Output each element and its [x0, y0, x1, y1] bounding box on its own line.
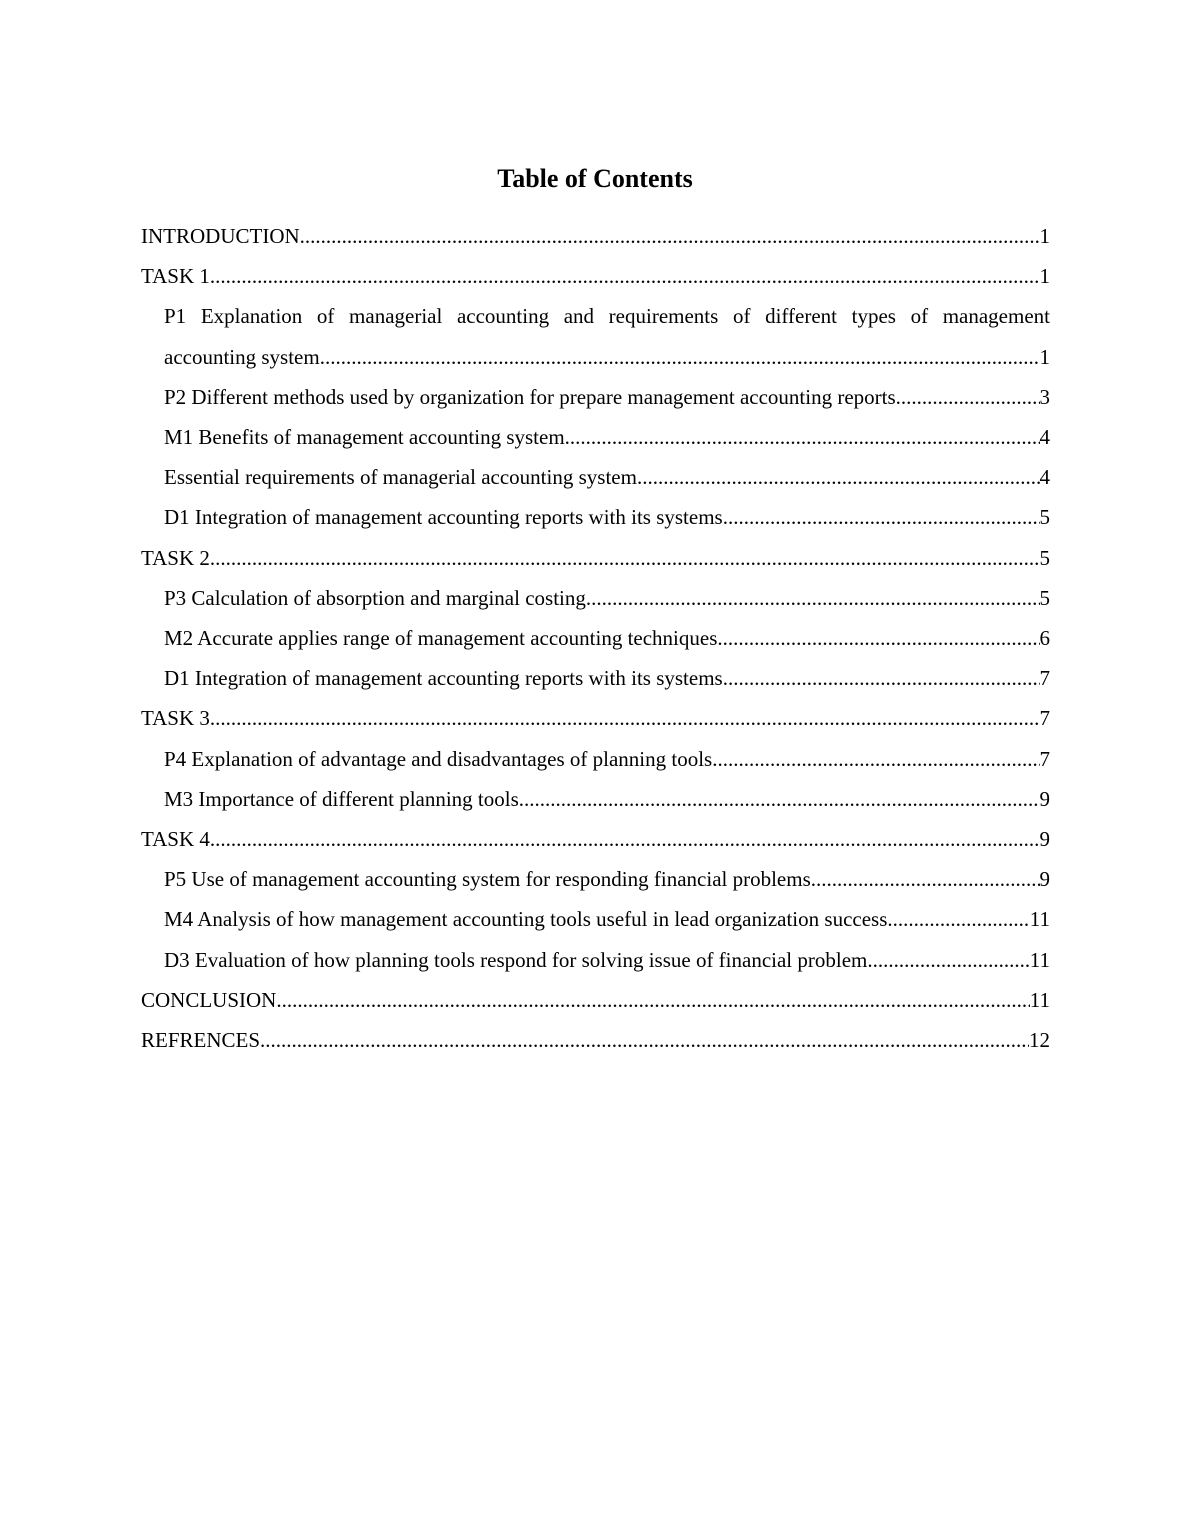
toc-leader [896, 377, 1040, 417]
toc-leader [565, 417, 1040, 457]
toc-entry-p5[interactable] [141, 859, 1050, 899]
toc-page-number: 1 [1039, 224, 1050, 248]
toc-page-number: 5 [1039, 585, 1050, 610]
toc-leader [260, 1020, 1029, 1060]
toc-entry-label: TASK 1 [141, 264, 210, 289]
toc-leader [893, 899, 1030, 939]
toc-entry-continuation [164, 337, 1050, 377]
toc-page-number: 7 [1039, 706, 1050, 731]
toc-page-number: 5 [1039, 545, 1050, 570]
toc-list [141, 216, 1050, 1060]
toc-title: Table of Contents [497, 164, 693, 193]
toc-page-number: 5 [1039, 505, 1050, 530]
toc-page-number: 12 [1029, 1028, 1050, 1053]
toc-entry-references[interactable] [141, 1020, 1050, 1060]
toc-leader [210, 256, 1040, 296]
toc-leader [717, 618, 1039, 658]
toc-entry-label: INTRODUCTION [141, 224, 300, 248]
toc-leader [519, 779, 1040, 819]
toc-page-number: 4 [1039, 425, 1050, 450]
toc-leader [210, 819, 1040, 859]
toc-entry-m1[interactable] [141, 417, 1050, 457]
toc-entry-label: D3 Evaluation of how planning tools respond for solving issue of financial problem [164, 947, 868, 972]
toc-page-number: 9 [1039, 827, 1050, 852]
toc-entry-task-3[interactable] [141, 698, 1050, 738]
toc-leader [867, 940, 1029, 980]
toc-entry-label: REFRENCES [141, 1028, 261, 1053]
toc-entry-label: M4 Analysis of how management accounting tools useful in lead organization success. [164, 907, 893, 932]
toc-entry-essential-requirements[interactable] [141, 457, 1050, 497]
toc-page-number: 1 [1039, 264, 1050, 289]
toc-leader [210, 538, 1040, 578]
toc-entry-m3[interactable] [141, 779, 1050, 819]
toc-entry-label: M3 Importance of different planning tools [164, 786, 519, 811]
toc-page-number: 6 [1039, 626, 1050, 651]
toc-entry-d3[interactable] [141, 940, 1050, 980]
toc-page-number: 4 [1039, 465, 1050, 490]
toc-leader [712, 739, 1039, 779]
toc-entry-p4[interactable] [141, 739, 1050, 779]
toc-entry-label: P4 Explanation of advantage and disadvantages of planning tools [164, 746, 713, 771]
toc-leader [300, 216, 1040, 256]
toc-entry-task-4[interactable] [141, 819, 1050, 859]
toc-page-number: 11 [1029, 907, 1050, 932]
toc-entry-label: P1 Explanation of managerial accounting and requirements of different types of management [164, 304, 1050, 329]
toc-entry-label: P5 Use of management accounting system for responding financial problems [164, 867, 811, 892]
toc-entry-label: P3 Calculation of absorption and marginal costing [164, 585, 586, 610]
toc-leader [723, 658, 1040, 698]
toc-leader [210, 698, 1040, 738]
toc-page-number: 7 [1039, 746, 1050, 771]
toc-leader [811, 859, 1040, 899]
toc-entry-task-1[interactable] [141, 256, 1050, 296]
toc-entry-label: D1 Integration of management accounting reports with its systems [164, 666, 723, 691]
toc-leader [325, 337, 1040, 377]
toc-entry-label: P2 Different methods used by organization for prepare management accounting reports [164, 384, 896, 409]
toc-page-number: 9 [1039, 867, 1050, 892]
toc-entry-m4[interactable] [141, 899, 1050, 939]
toc-entry-conclusion[interactable] [141, 980, 1050, 1020]
toc-entry-d1-task2[interactable] [141, 658, 1050, 698]
toc-page-number: 3 [1039, 384, 1050, 409]
toc-entry-m2[interactable] [141, 618, 1050, 658]
toc-entry-label-continued: accounting system. [164, 344, 325, 369]
toc-page-number: 9 [1039, 786, 1050, 811]
toc-entry-p3[interactable] [141, 578, 1050, 618]
toc-entry-introduction[interactable] [141, 216, 1050, 256]
toc-entry-p1[interactable] [141, 296, 1050, 376]
toc-leader [276, 980, 1029, 1020]
toc-entry-task-2[interactable] [141, 538, 1050, 578]
toc-leader [723, 497, 1040, 537]
toc-entry-label: TASK 4 [141, 827, 210, 852]
toc-entry-label: M1 Benefits of management accounting system [164, 425, 565, 450]
toc-entry-label: D1 Integration of management accounting reports with its systems [164, 505, 723, 530]
toc-entry-p2[interactable] [141, 377, 1050, 417]
toc-leader [637, 457, 1040, 497]
toc-entry-label: CONCLUSION [141, 987, 277, 1012]
toc-entry-label: M2 Accurate applies range of management accounting techniques [164, 626, 718, 651]
toc-entry-d1-task1[interactable] [141, 497, 1050, 537]
toc-page-number: 1 [1039, 344, 1050, 369]
toc-leader [586, 578, 1040, 618]
toc-page-number: 11 [1029, 987, 1050, 1012]
toc-page-number: 11 [1029, 947, 1050, 972]
toc-entry-label: Essential requirements of managerial accounting system [164, 465, 637, 490]
toc-page-number: 7 [1039, 666, 1050, 691]
toc-entry-label: TASK 3 [141, 706, 210, 731]
toc-entry-label: TASK 2 [141, 545, 210, 570]
